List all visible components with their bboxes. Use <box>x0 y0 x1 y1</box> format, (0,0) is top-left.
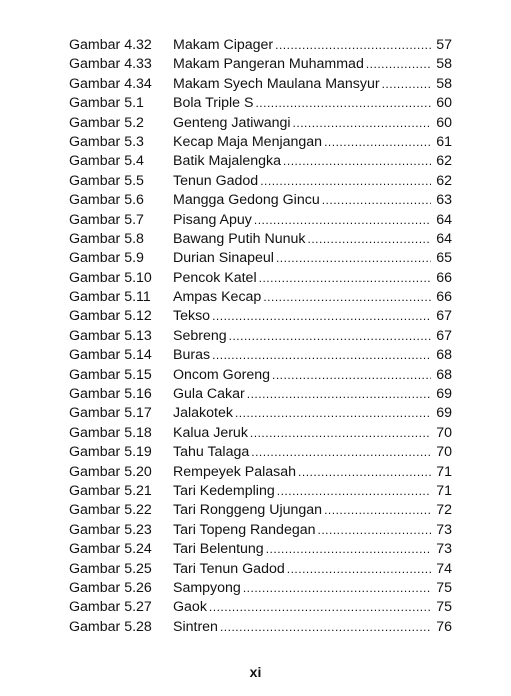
toc-entry <box>69 327 452 346</box>
dot-leader <box>324 501 431 520</box>
page-reference: 58 <box>436 75 452 92</box>
page-reference: 69 <box>436 405 452 422</box>
dot-leader <box>212 346 431 365</box>
figure-title: Pencok Katel <box>173 269 257 286</box>
figure-title: Genteng Jatiwangi <box>173 114 291 131</box>
figure-label: Gambar 5.13 <box>69 327 152 344</box>
dot-leader <box>212 307 431 326</box>
dot-leader <box>260 172 431 191</box>
dot-leader <box>259 269 431 288</box>
page-reference: 67 <box>436 308 452 325</box>
toc-entry <box>69 269 452 288</box>
toc-entry <box>69 540 452 559</box>
dot-leader <box>366 55 431 74</box>
toc-entry <box>69 172 452 191</box>
toc-entry <box>69 404 452 423</box>
page-reference: 66 <box>436 269 452 286</box>
page-reference: 71 <box>436 482 452 499</box>
dot-leader <box>287 560 431 579</box>
page-reference: 62 <box>436 172 452 189</box>
page-reference: 64 <box>436 211 452 228</box>
page-reference: 62 <box>436 153 452 170</box>
toc-entry <box>69 36 452 55</box>
figure-title: Jalakotek <box>173 405 233 422</box>
dot-leader <box>298 463 431 482</box>
figure-label: Gambar 5.16 <box>69 386 152 403</box>
figure-title: Gula Cakar <box>173 386 245 403</box>
toc-entry <box>69 385 452 404</box>
toc-entry <box>69 598 452 617</box>
figure-title: Kecap Maja Menjangan <box>173 133 323 150</box>
dot-leader <box>382 75 431 94</box>
page-reference: 75 <box>436 599 452 616</box>
figure-title: Tari Belentung <box>173 541 264 558</box>
figure-label: Gambar 5.20 <box>69 463 152 480</box>
toc-entry <box>69 94 452 113</box>
figure-label: Gambar 5.6 <box>69 192 144 209</box>
page-reference: 76 <box>436 618 452 635</box>
toc-entry <box>69 75 452 94</box>
page-reference: 60 <box>436 114 452 131</box>
dot-leader <box>293 114 431 133</box>
figure-label: Gambar 5.22 <box>69 502 152 519</box>
figure-label: Gambar 5.3 <box>69 133 144 150</box>
page-reference: 66 <box>436 289 452 306</box>
toc-entry <box>69 114 452 133</box>
toc-entry <box>69 55 452 74</box>
figure-label: Gambar 5.9 <box>69 250 144 267</box>
figure-label: Gambar 5.10 <box>69 269 152 286</box>
figure-title: Tahu Talaga <box>173 444 250 461</box>
figure-label: Gambar 5.5 <box>69 172 144 189</box>
page-reference: 58 <box>436 56 452 73</box>
page-reference: 73 <box>436 541 452 558</box>
dot-leader <box>275 36 431 55</box>
figure-title: Batik Majalengka <box>173 153 282 170</box>
toc-entry <box>69 307 452 326</box>
page-reference: 64 <box>436 230 452 247</box>
figure-title: Makam Cipager <box>173 37 274 53</box>
figure-label: Gambar 5.2 <box>69 114 144 131</box>
figure-label: Gambar 5.23 <box>69 521 152 538</box>
dot-leader <box>209 598 431 617</box>
figure-label: Gambar 5.24 <box>69 541 152 558</box>
dot-leader <box>277 482 431 501</box>
figure-title: Buras <box>173 347 211 364</box>
figure-title: Tari Ronggeng Ujungan <box>173 502 323 519</box>
figure-label: Gambar 4.33 <box>69 56 152 73</box>
figure-label: Gambar 5.28 <box>69 618 152 635</box>
toc-entry <box>69 618 452 637</box>
page-reference: 71 <box>436 463 452 480</box>
figure-label: Gambar 5.27 <box>69 599 152 616</box>
toc-entry <box>69 424 452 443</box>
figure-title: Tari Kedempling <box>173 482 275 499</box>
toc-entry <box>69 230 452 249</box>
dot-leader <box>266 540 431 559</box>
dot-leader <box>247 385 431 404</box>
dot-leader <box>250 424 431 443</box>
toc-entry <box>69 443 452 462</box>
dot-leader <box>243 579 431 598</box>
dot-leader <box>235 404 431 423</box>
figure-title: Mangga Gedong Gincu <box>173 192 320 209</box>
toc-entry <box>69 191 452 210</box>
page-reference: 68 <box>436 347 452 364</box>
figure-label: Gambar 5.18 <box>69 424 152 441</box>
figure-label: Gambar 5.26 <box>69 579 152 596</box>
page-reference: 68 <box>436 366 452 383</box>
figure-title: Pisang Apuy <box>173 211 252 228</box>
figure-label: Gambar 5.7 <box>69 211 144 228</box>
figure-title: Makam Pangeran Muhammad <box>173 56 364 73</box>
figure-title: Rempeyek Palasah <box>173 463 297 480</box>
dot-leader <box>324 133 431 152</box>
page-reference: 57 <box>436 37 452 53</box>
figure-title: Kalua Jeruk <box>173 424 248 441</box>
toc-entry <box>69 366 452 385</box>
figure-title: Oncom Goreng <box>173 366 270 383</box>
page-reference: 70 <box>436 444 452 461</box>
page-reference: 75 <box>436 579 452 596</box>
figure-title: Makam Syech Maulana Mansyur <box>173 75 380 92</box>
figure-label: Gambar 5.25 <box>69 560 152 577</box>
figure-label: Gambar 5.1 <box>69 95 144 112</box>
figure-title: Durian Sinapeul <box>173 250 274 267</box>
dot-leader <box>255 94 431 113</box>
toc-entry <box>69 579 452 598</box>
dot-leader <box>229 327 431 346</box>
figure-label: Gambar 5.8 <box>69 230 144 247</box>
page-number: xi <box>249 664 262 680</box>
figure-title: Tari Topeng Randegan <box>173 521 316 538</box>
dot-leader <box>308 230 431 249</box>
page-reference: 65 <box>436 250 452 267</box>
list-of-figures <box>69 36 452 637</box>
figure-title: Tenun Gadod <box>173 172 259 189</box>
figure-label: Gambar 4.34 <box>69 75 152 92</box>
figure-title: Ampas Kecap <box>173 289 262 306</box>
figure-title: Sebreng <box>173 327 227 344</box>
page-reference: 69 <box>436 386 452 403</box>
toc-entry <box>69 152 452 171</box>
dot-leader <box>318 521 431 540</box>
figure-title: Tari Tenun Gadod <box>173 560 285 577</box>
page-reference: 61 <box>436 133 452 150</box>
figure-label: Gambar 5.21 <box>69 482 152 499</box>
toc-entry <box>69 501 452 520</box>
page-reference: 73 <box>436 521 452 538</box>
dot-leader <box>272 366 431 385</box>
dot-leader <box>251 443 431 462</box>
figure-label: Gambar 5.4 <box>69 153 144 170</box>
toc-entry <box>69 249 452 268</box>
figure-title: Gaok <box>173 599 207 616</box>
figure-label: Gambar 4.32 <box>69 37 152 53</box>
dot-leader <box>263 288 431 307</box>
dot-leader <box>283 152 431 171</box>
figure-label: Gambar 5.17 <box>69 405 152 422</box>
toc-entry <box>69 482 452 501</box>
figure-title: Bawang Putih Nunuk <box>173 230 306 247</box>
toc-entry <box>69 463 452 482</box>
page-reference: 74 <box>436 560 452 577</box>
figure-title: Tekso <box>173 308 211 325</box>
toc-entry <box>69 133 452 152</box>
figure-label: Gambar 5.12 <box>69 308 152 325</box>
page-reference: 72 <box>436 502 452 519</box>
figure-title: Bola Triple S <box>173 95 254 112</box>
dot-leader <box>254 211 431 230</box>
toc-entry <box>69 211 452 230</box>
figure-label: Gambar 5.15 <box>69 366 152 383</box>
page-reference: 67 <box>436 327 452 344</box>
figure-title: Sampyong <box>173 579 241 596</box>
figure-label: Gambar 5.11 <box>69 289 151 306</box>
figure-title: Sintren <box>173 618 218 635</box>
page-reference: 60 <box>436 95 452 112</box>
dot-leader <box>220 618 431 637</box>
page-reference: 63 <box>436 192 452 209</box>
dot-leader <box>322 191 431 210</box>
page-reference: 70 <box>436 424 452 441</box>
figure-label: Gambar 5.14 <box>69 347 152 364</box>
dot-leader <box>276 249 431 268</box>
toc-entry <box>69 560 452 579</box>
toc-entry <box>69 521 452 540</box>
figure-label: Gambar 5.19 <box>69 444 152 461</box>
toc-entry <box>69 346 452 365</box>
toc-entry <box>69 288 452 307</box>
